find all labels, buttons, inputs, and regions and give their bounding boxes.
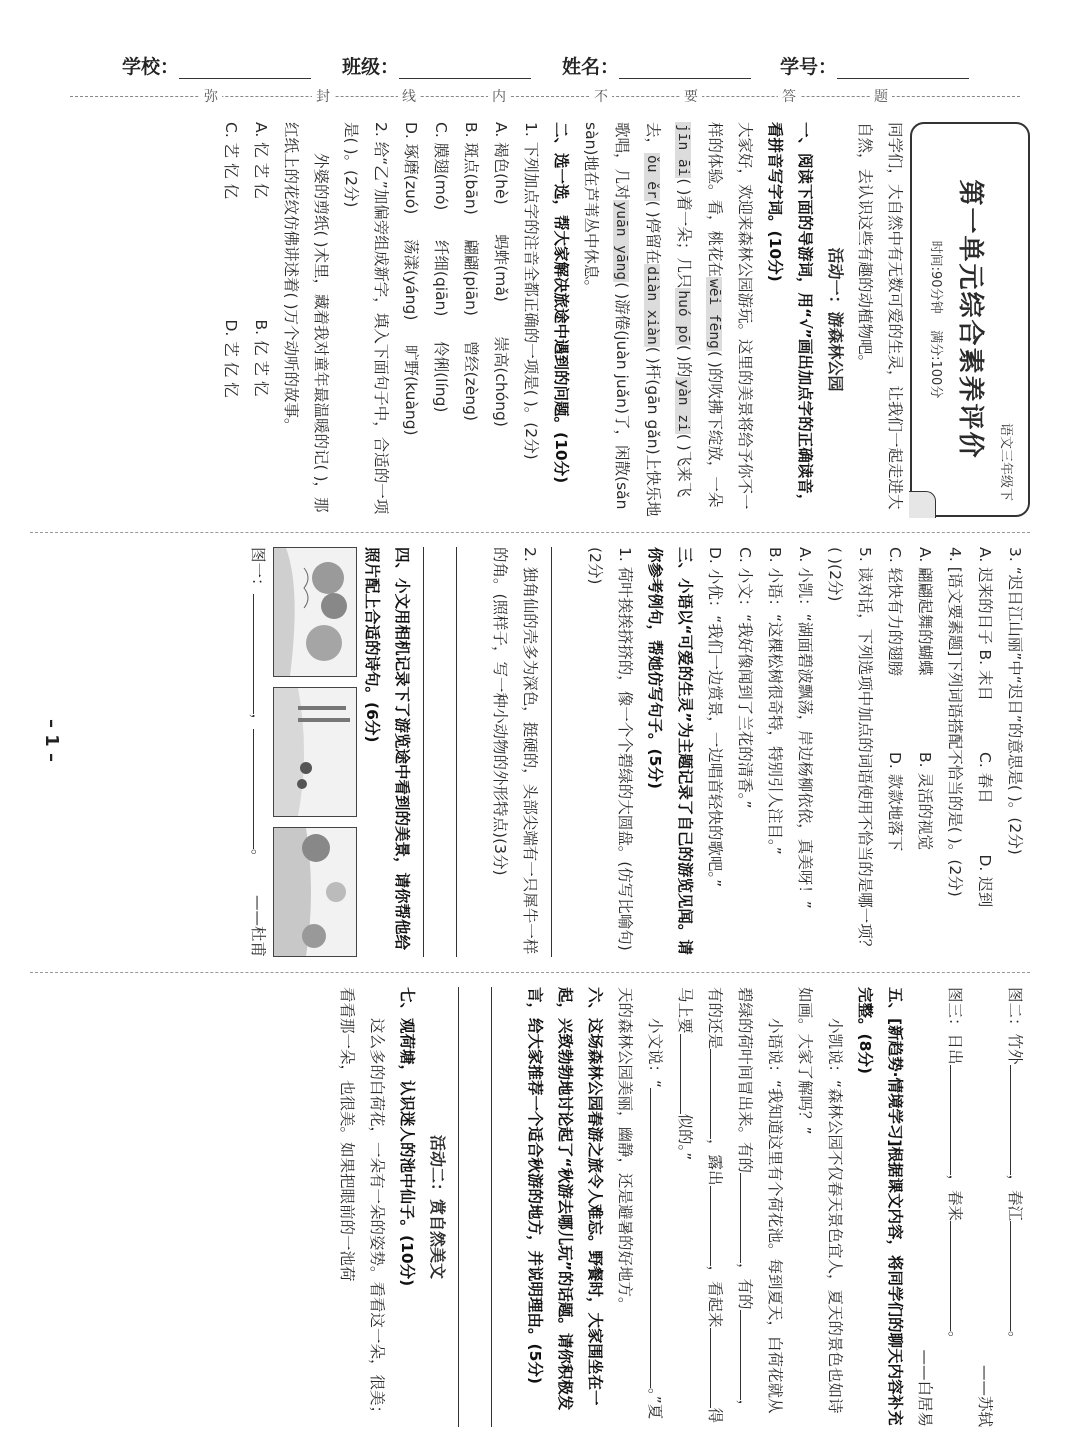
option[interactable]: B. 斑点(bān) 翩翩(piān) 曾经(zèng) [462, 122, 480, 422]
s3-2-question: 2. 独角仙的壳多为深色，挺硬的，头部尖端有一只犀牛一样的角。(照样子，写一种小动物的外形特点)(3分) [491, 547, 539, 955]
option[interactable]: A. 翩翩起舞的蝴蝶 [916, 547, 934, 676]
section-three-heading: 三、小语以“可爱的生灵”为主题记录了自己的游览见闻。请你参考例句，帮她仿写句子。(5分) [646, 547, 694, 955]
seal-char: 要 [680, 86, 702, 106]
seal-char: 题 [870, 86, 892, 106]
option[interactable]: A. 忆 艺 亿 [252, 122, 270, 199]
answer-line[interactable] [491, 987, 518, 1427]
answer-line[interactable] [423, 547, 450, 957]
fig2-line: 图二：竹外，春江。 [1006, 987, 1024, 1347]
class-input-line[interactable] [399, 58, 531, 79]
answer-blank[interactable] [650, 1268, 651, 1388]
option[interactable]: D. 款款地落下 [886, 752, 904, 852]
dialogue-xiaokai: 小凯说：“森林公园不仅春天景色宜人，夏天的景色也如诗如画。大家了解吗？” [796, 987, 844, 1414]
answer-blank[interactable] [650, 1088, 651, 1268]
photo-row [273, 547, 357, 957]
option[interactable]: A. 褐色(hè) 蚂蚱(mǎ) 崇高(chóng) [492, 122, 510, 427]
intro-text: 同学们，大自然中有无数可爱的生灵，让我们一起走进大自然，去认识这些有趣的动植物吧。 [856, 122, 904, 510]
seal-char: 内 [488, 86, 510, 106]
option[interactable]: C. 春日 [976, 752, 994, 804]
section-six-heading: 六、这场森林公园春游之旅令人难忘。野餐时，大家围坐在一起，兴致勃勃地讨论起了“秋游去哪儿玩”的话题。请你积极发言，给大家推荐一个适合秋游的地方，并说明理由。(5分) [526, 987, 604, 1411]
section-seven-heading: 七、观荷塘，认识迷人的池中仙子。(10分) [398, 987, 416, 1287]
activity-two-title: 活动二：赏自然美文 [428, 1134, 447, 1279]
id-label: 学号： [780, 56, 838, 78]
column-divider [30, 972, 1030, 973]
q3-question: 3. “迟日江山丽”中“迟日”的意思是( )。(2分) [1006, 547, 1024, 855]
class-label: 班级： [342, 56, 400, 78]
option[interactable]: A. 小凯：“湖面碧波飘荡，岸边杨柳依依，真美呀！” [796, 547, 814, 909]
lotus-passage: 这么多的白荷花，一朵有一朵的姿势。看看这一朵，很美；看看那一朵，也很美。如果把眼前的一池荷 [338, 987, 386, 1422]
name-input-line[interactable] [619, 58, 751, 79]
answer-blank[interactable] [253, 594, 254, 714]
pinyin-blank: yàn zi [675, 379, 691, 432]
option[interactable]: B. 灵活的视觉 [916, 752, 934, 850]
page-number: – 1 – [41, 718, 63, 763]
option[interactable]: D. 迟到 [976, 854, 994, 908]
pinyin-blank: diàn xiàn [644, 266, 660, 345]
answer-blank[interactable] [740, 1173, 741, 1263]
q2-2-text: 外婆的剪纸( )术里，藏着我对童年最温暖的记( )，那红纸上的花纹仿佛讲述着( )万个动听的故事。 [282, 122, 330, 513]
option[interactable]: D. 艺 亿 忆 [222, 319, 240, 398]
q2-2-options [216, 122, 276, 517]
exam-body [30, 112, 1030, 1442]
activity-one-title: 活动一：游森林公园 [826, 247, 845, 392]
column-divider [30, 532, 1030, 533]
q1-passage: 大家好，欢迎来森林公园游玩。这里的美景将给予你不一样的体验。看，桃花在wēi fēng( )的吹拂下绽放，一朵jīn āi( )着一朵；几只huó pō( )的yàn zi( )飞来飞去，ǒu ěr( )停留在diàn xiàn( )杆(gān gǎn)上快乐地歌唱，几对yuān yāng( )游倦(juàn juǎn)了，闲散(sǎn sàn)地在芦苇丛中休息。 [582, 122, 754, 517]
photo-peach-blossom [273, 547, 357, 677]
option[interactable]: C. 小文：“我好像闻到了兰花的清香。” [736, 547, 754, 809]
answer-blank[interactable] [950, 1221, 951, 1331]
q1-heading: 一、阅读下面的导游词，用“√”画出加点字的正确读音，看拼音写字词。(10分) [766, 122, 814, 510]
option[interactable]: B. 末日 [976, 649, 994, 701]
id-input-line[interactable] [837, 58, 969, 79]
score-label: 满分:100分 [928, 330, 943, 399]
page-curl-icon [909, 491, 936, 518]
answer-blank[interactable] [950, 1065, 951, 1175]
answer-blank[interactable] [253, 729, 254, 849]
q3-options [970, 547, 1000, 957]
dialogue-xiaoyu: 小语说：“我知道这里有个荷花池。每到夏天，白荷花就从碧绿的荷叶间冒出来。有的，有的，有的还是，露出，看起来得马上要似的。” [676, 987, 784, 1424]
option[interactable]: C. 艺 忆 亿 [222, 122, 240, 200]
answer-line[interactable] [456, 547, 483, 957]
q2-heading: 二、选一选，帮大家解决旅途中遇到的问题。(10分) [552, 122, 570, 484]
answer-blank[interactable] [740, 1310, 741, 1400]
grade-label: 语文三年级下 [998, 422, 1013, 501]
poet-name: ——苏轼 [976, 1364, 994, 1427]
option[interactable]: C. 轻快有力的翅膀 [886, 547, 904, 677]
answer-blank[interactable] [680, 1034, 681, 1114]
time-label: 时间:90分钟 [928, 240, 943, 314]
answer-line[interactable] [458, 987, 485, 1427]
pinyin-blank: jīn āi [675, 124, 691, 177]
s3-1-question: 1. 荷叶挨挨挤挤的，像一个个碧绿的大圆盘。(仿写比喻句)(2分) [586, 547, 634, 951]
right-column [30, 987, 1030, 1427]
section-five-heading: 五、[新趋势·情境学习]根据课文内容，将同学们的聊天内容补充完整。(8分) [856, 987, 904, 1426]
pinyin-blank: wēi fēng [706, 279, 722, 349]
answer-line[interactable] [551, 547, 578, 957]
answer-blank[interactable] [710, 1328, 711, 1408]
photo-bamboo-river [273, 687, 357, 817]
pinyin-blank: huó pō [675, 290, 691, 343]
seal-char: 弥 [200, 86, 222, 106]
answer-blank[interactable] [710, 1049, 711, 1139]
q5-question: 5. 读对话，下列选项中加点的词语使用不恰当的是哪一项？( )(2分) [826, 547, 874, 955]
q4-options [880, 547, 940, 957]
school-label: 学校： [122, 56, 180, 78]
left-column [30, 122, 1030, 517]
answer-blank[interactable] [1010, 1065, 1011, 1175]
seal-char: 线 [398, 86, 420, 106]
poet-name: ——杜甫 [249, 894, 267, 957]
id-field [780, 52, 969, 79]
fig1-line: 图一：，。 ——杜甫 [243, 547, 273, 957]
option[interactable]: A. 迟来的日子 [976, 547, 994, 645]
pinyin-blank: yuān yāng [613, 201, 629, 281]
answer-blank[interactable] [710, 1186, 711, 1266]
fig3-line: 图三：日出，春来。 [946, 987, 964, 1347]
section-four-heading: 四、小文用相机记录下了游览途中看到的美景，请你帮他给照片配上合适的诗句。(6分) [363, 547, 411, 951]
seal-char: 答 [778, 86, 800, 106]
name-field [562, 52, 751, 79]
option[interactable]: B. 亿 艺 忆 [252, 319, 270, 397]
seal-char: 封 [312, 86, 334, 106]
q4-question: 4. [语文要素题]下列词语搭配不恰当的是( )。(2分) [946, 547, 964, 897]
name-label: 姓名： [562, 56, 620, 78]
pinyin-blank: ǒu ěr [644, 155, 660, 199]
answer-blank[interactable] [1010, 1221, 1011, 1331]
option[interactable]: D. 琢磨(zuó) 荡漾(yáng) 旷野(kuàng) [402, 122, 420, 436]
title-box [910, 122, 1030, 517]
q2-1-question: 1. 下列加点字的注音全都正确的一项是( )。(2分) [522, 122, 540, 460]
option[interactable]: D. 小优：“我们一边赏景，一边唱首轻快的歌吧。” [706, 547, 724, 888]
class-field [342, 52, 531, 79]
school-input-line[interactable] [179, 58, 311, 79]
q2-2-question: 2. 给“乙”加偏旁组成新字，填入下面句子中，合适的一项是( )。(2分) [342, 122, 390, 515]
exam-title: 第一单元综合素养评价 [955, 179, 985, 460]
dialogue-xiaowen: 小文说：“。”夏天的森林公园美丽，幽静，还是避暑的好地方。 [616, 987, 664, 1420]
poet-name: ——白居易 [916, 1349, 934, 1427]
photo-sunrise-river [273, 827, 357, 957]
seal-char: 不 [590, 86, 612, 106]
option[interactable]: B. 小语：“这棵松树很奇特，特别引人注目。” [766, 547, 784, 855]
middle-column [30, 547, 1030, 957]
school-field [122, 52, 311, 79]
option[interactable]: C. 膜翅(mó) 纤细(qiān) 伶俐(líng) [432, 122, 450, 413]
